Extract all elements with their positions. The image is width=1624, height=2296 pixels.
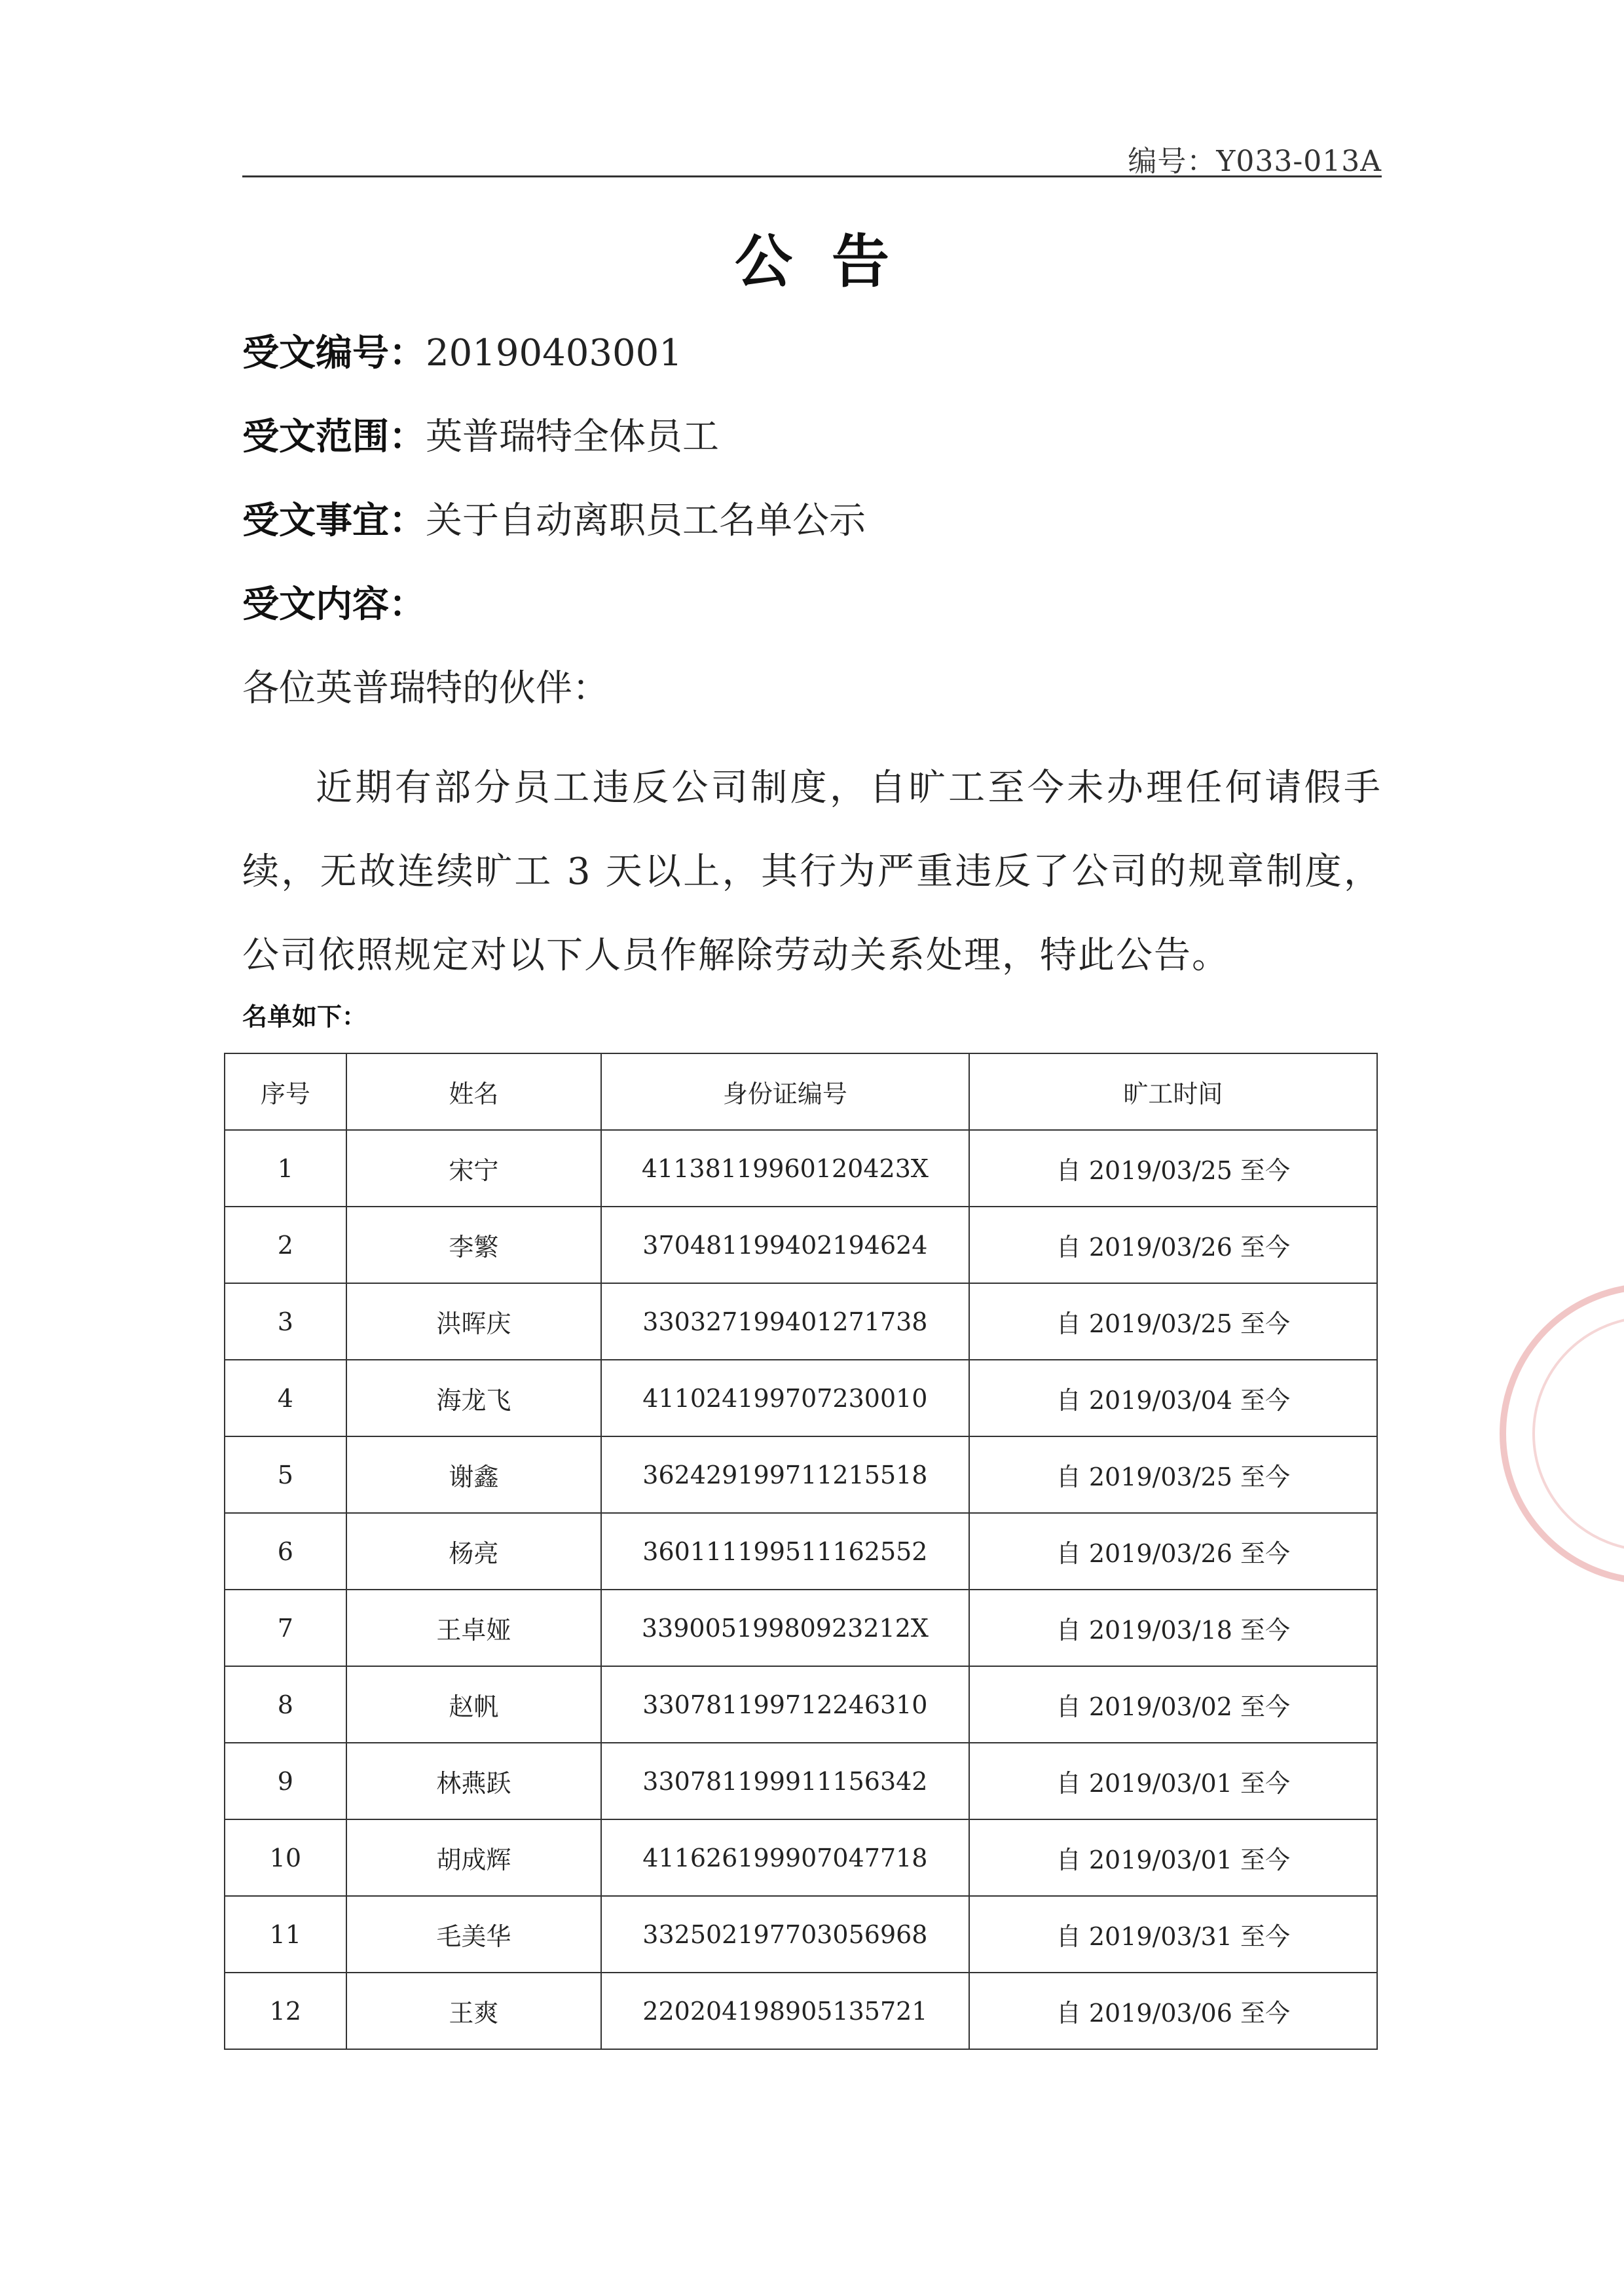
cell-name: 胡成辉 [346, 1819, 601, 1896]
cell-id-number: 41138119960120423X [601, 1130, 969, 1207]
cell-absence-period: 自 2019/03/31 至今 [969, 1896, 1377, 1973]
header-id-number: 身份证编号 [601, 1053, 969, 1130]
cell-absence-period: 自 2019/03/26 至今 [969, 1513, 1377, 1590]
cell-name: 李繁 [346, 1207, 601, 1283]
cell-absence-period: 自 2019/03/04 至今 [969, 1360, 1377, 1436]
company-seal [1500, 1283, 1624, 1584]
employee-table [224, 1053, 1378, 2050]
table-row [225, 1973, 1377, 2049]
meta-row-content [242, 579, 426, 631]
meta-label: 受文内容： [242, 583, 426, 626]
document-number: 编号：Y033-013A [1128, 145, 1382, 178]
cell-index: 12 [225, 1973, 346, 2049]
cell-id-number: 330327199401271738 [601, 1283, 969, 1360]
greeting: 各位英普瑞特的伙伴： [242, 667, 609, 710]
meta-row-scope [242, 411, 719, 464]
cell-name: 赵帆 [346, 1666, 601, 1743]
cell-index: 4 [225, 1360, 346, 1436]
cell-id-number: 330781199911156342 [601, 1743, 969, 1819]
cell-index: 3 [225, 1283, 346, 1360]
cell-absence-period: 自 2019/03/01 至今 [969, 1743, 1377, 1819]
header-name: 姓名 [346, 1053, 601, 1130]
cell-name: 谢鑫 [346, 1436, 601, 1513]
meta-label: 受文编号： [242, 332, 426, 374]
table-row [225, 1513, 1377, 1590]
cell-absence-period: 自 2019/03/18 至今 [969, 1590, 1377, 1666]
table-row [225, 1666, 1377, 1743]
cell-absence-period: 自 2019/03/25 至今 [969, 1283, 1377, 1360]
cell-absence-period: 自 2019/03/01 至今 [969, 1819, 1377, 1896]
cell-index: 5 [225, 1436, 346, 1513]
table-row [225, 1743, 1377, 1819]
cell-index: 9 [225, 1743, 346, 1819]
cell-index: 6 [225, 1513, 346, 1590]
table-row [225, 1130, 1377, 1207]
table-row [225, 1283, 1377, 1360]
header-index: 序号 [225, 1053, 346, 1130]
table-row [225, 1819, 1377, 1896]
cell-id-number: 330781199712246310 [601, 1666, 969, 1743]
cell-name: 杨亮 [346, 1513, 601, 1590]
page-title: 公告 [734, 228, 929, 295]
cell-id-number: 362429199711215518 [601, 1436, 969, 1513]
table-row [225, 1590, 1377, 1666]
cell-absence-period: 自 2019/03/06 至今 [969, 1973, 1377, 2049]
cell-id-number: 33900519980923212X [601, 1590, 969, 1666]
meta-row-doc-id [242, 327, 682, 380]
table-row [225, 1360, 1377, 1436]
cell-index: 8 [225, 1666, 346, 1743]
meta-value: 20190403001 [426, 332, 682, 374]
list-caption: 名单如下： [242, 1002, 367, 1031]
cell-id-number: 332502197703056968 [601, 1896, 969, 1973]
company-seal-inner-ring [1532, 1316, 1624, 1552]
cell-name: 林燕跃 [346, 1743, 601, 1819]
meta-row-subject [242, 495, 866, 547]
cell-absence-period: 自 2019/03/25 至今 [969, 1436, 1377, 1513]
cell-id-number: 360111199511162552 [601, 1513, 969, 1590]
cell-absence-period: 自 2019/03/26 至今 [969, 1207, 1377, 1283]
body-paragraph: 近期有部分员工违反公司制度，自旷工至今未办理任何请假手续，无故连续旷工 3 天以上，其行为严重违反了公司的规章制度，公司依照规定对以下人员作解除劳动关系处理，特此公告。 [242, 767, 1382, 977]
cell-name: 宋宁 [346, 1130, 601, 1207]
cell-index: 10 [225, 1819, 346, 1896]
cell-index: 7 [225, 1590, 346, 1666]
cell-name: 王爽 [346, 1973, 601, 2049]
meta-value: 关于自动离职员工名单公示 [426, 500, 866, 542]
table-row [225, 1896, 1377, 1973]
table-row [225, 1436, 1377, 1513]
cell-absence-period: 自 2019/03/25 至今 [969, 1130, 1377, 1207]
cell-index: 11 [225, 1896, 346, 1973]
meta-label: 受文事宜： [242, 500, 426, 542]
cell-name: 毛美华 [346, 1896, 601, 1973]
header-rule [242, 175, 1382, 177]
table-header-row [225, 1053, 1377, 1130]
cell-id-number: 411024199707230010 [601, 1360, 969, 1436]
cell-name: 洪晖庆 [346, 1283, 601, 1360]
header-absence-period: 旷工时间 [969, 1053, 1377, 1130]
cell-name: 王卓娅 [346, 1590, 601, 1666]
meta-value: 英普瑞特全体员工 [426, 416, 719, 458]
cell-name: 海龙飞 [346, 1360, 601, 1436]
cell-id-number: 370481199402194624 [601, 1207, 969, 1283]
table-row [225, 1207, 1377, 1283]
cell-absence-period: 自 2019/03/02 至今 [969, 1666, 1377, 1743]
cell-id-number: 220204198905135721 [601, 1973, 969, 2049]
cell-index: 1 [225, 1130, 346, 1207]
cell-index: 2 [225, 1207, 346, 1283]
cell-id-number: 411626199907047718 [601, 1819, 969, 1896]
meta-label: 受文范围： [242, 416, 426, 458]
